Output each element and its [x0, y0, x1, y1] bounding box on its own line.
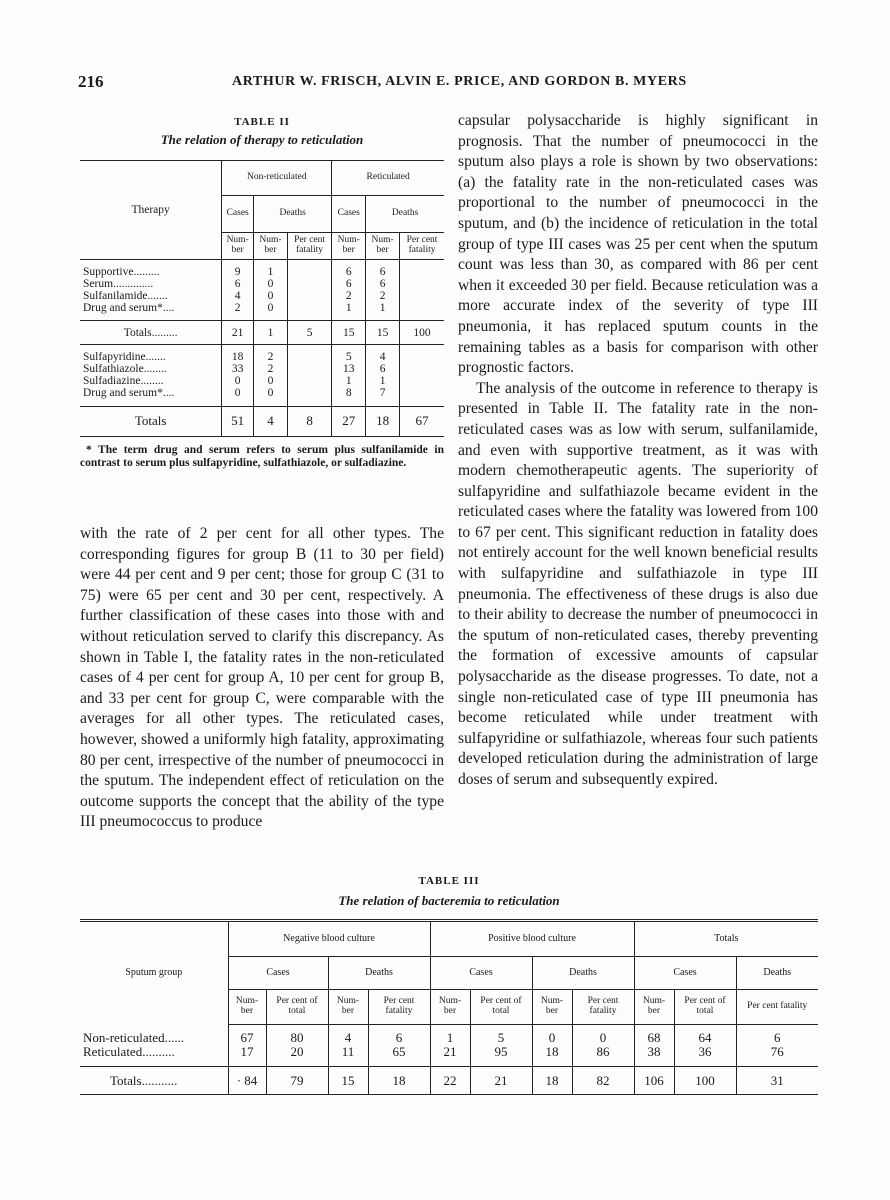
table-3-label: TABLE III — [418, 875, 480, 887]
table-2-nr-deaths-number-header: Num-ber — [254, 233, 288, 260]
paragraph: The analysis of the outcome in reference to therapy is presented in Table II. The fatality rate in the non-reticulated cases was as low with serum, sulfanilamide, and even with supportive treatment, as it was with modern chemotherapeutic agents. The superiority of sulfapyridine and sulfathiazole became evident in the reticulated cases where the fatality was lowered from 100 to 67 per cent. This significant reduction in fatality does not entirely account for the well known beneficial results with sulfapyridine and sulfathiazole in type III pneumonia. The effectiveness of these drugs is also due to their ability to decrease the number of pneumococci in the sputum of non-reticulated cases, thereby preventing the formation of excessive amounts of capsular polysaccharide as the disease progresses. To date, not a single non-reticulated case of type III pneumonia has become reticulated while under treatment with sulfapyridine or sulfathiazole, whereas four such patients developed reticulation during the administration of large doses of serum and subsequently expired. — [458, 379, 818, 788]
table-row: Serum.............. 6 0 6 6 — [80, 278, 444, 290]
table-2-r-pct-header: Per cent fatality — [400, 233, 444, 260]
table-3-number-header: Num-ber — [430, 990, 470, 1025]
right-column-text — [458, 111, 818, 791]
table-2-label: TABLE II — [234, 116, 290, 128]
table-3-pct-fatality-header: Per cent fatality — [368, 990, 430, 1025]
table-row: Sulfadiazine........ 0 0 1 1 — [80, 375, 444, 387]
table-3-title: The relation of bacteremia to reticulation — [338, 893, 560, 908]
table-3-number-header: Num-ber — [328, 990, 368, 1025]
table-3-block — [80, 875, 818, 1095]
table-3-neg-cases-header: Cases — [228, 957, 328, 990]
table-3-pos-cases-header: Cases — [430, 957, 532, 990]
table-row: Drug and serum*.... 0 0 8 7 — [80, 387, 444, 399]
table-3-sputum-header: Sputum group — [125, 967, 183, 978]
table-row: Reticulated.......... 17 20 11 65 21 95 18 86 38 36 76 — [80, 1045, 818, 1067]
table-2-block — [80, 116, 444, 470]
table-2-r-cases-header: Cases — [332, 196, 366, 233]
table-2-nr-cases-header: Cases — [222, 196, 254, 233]
table-3-pct-total-header: Per cent of total — [266, 990, 328, 1025]
paragraph: with the rate of 2 per cent for all other types. The corresponding figures for group B (11 to 30 per field) were 44 per cent and 9 per cent; those for group C (31 to 75) were 65 per cent and 30 per cent, respectively. A further classification of these cases into those with and without reticulation served to clarify this discrepancy. As shown in Table I, the fatality rates in the non-reticulated cases of 4 per cent for group A, 10 per cent for group B, and 33 per cent for group C, were comparable with the averages for all other types. The reticulated cases, however, showed a uniformly high fatality, approximating 80 per cent, irrespective of the number of pneumococci in the sputum. The independent effect of reticulation on the outcome supports the concept that the ability of the type III pneumococcus to produce — [80, 525, 444, 831]
table-row: Drug and serum*.... 2 0 1 1 — [80, 302, 444, 314]
paragraph: capsular polysaccharide is highly significant in prognosis. That the number of pneumococci in the sputum also plays a role is shown by two observations: (a) the fatality rate in the non-reticulated cases was proportional to the number of pneumococci in the sputum, and (b) the incidence of reticulation in the total group of type III cases was 25 per cent when the sputum count was less than 30, as compared with 86 per cent when it exceeded 30 per field. Because reticulation was a more accurate index of the severity of type III pneumonia, it has replaced sputum counts in the remaining tables as a basis for comparison with other prognostic factors. — [458, 112, 818, 377]
table-2-nr-pct-header: Per cent fatality — [287, 233, 331, 260]
table-3-pct-total-header: Per cent of total — [674, 990, 736, 1025]
table-3-tot-cases-header: Cases — [634, 957, 736, 990]
table-2-reticulated-header: Reticulated — [332, 161, 444, 196]
table-row-total: Totals........... · 84 79 15 18 22 21 18 82 106 100 31 — [80, 1067, 818, 1095]
table-2-footnote: * The term drug and serum refers to serum plus sulfanilamide in contrast to serum plus sulfapyridine, sulfathiazole, or sulfadiazine. — [80, 443, 444, 469]
table-2-therapy-header: Therapy — [131, 203, 170, 216]
table-2-nr-cases-number-header: Num-ber — [222, 233, 254, 260]
table-3-number-header: Num-ber — [228, 990, 266, 1025]
table-3-pct-total-header: Per cent of total — [470, 990, 532, 1025]
table-3-neg-deaths-header: Deaths — [328, 957, 430, 990]
table-2-nr-deaths-header: Deaths — [254, 196, 332, 233]
running-head: ARTHUR W. FRISCH, ALVIN E. PRICE, AND GORDON B. MYERS — [232, 74, 687, 89]
table-3-pos-deaths-header: Deaths — [532, 957, 634, 990]
table-2-r-deaths-header: Deaths — [366, 196, 444, 233]
table-3-tot-deaths-header: Deaths — [736, 957, 818, 990]
table-2-r-cases-number-header: Num-ber — [332, 233, 366, 260]
left-column-text — [80, 524, 444, 833]
table-2-title: The relation of therapy to reticulation — [160, 132, 364, 147]
table-3-pct-fatality-header: Per cent fatality — [572, 990, 634, 1025]
table-2-r-deaths-number-header: Num-ber — [366, 233, 400, 260]
table-3-number-header: Num-ber — [532, 990, 572, 1025]
table-row: Sulfathiazole........ 33 2 13 6 — [80, 363, 444, 375]
table-row: Non-reticulated...... 67 80 4 6 1 5 0 0 68 64 6 — [80, 1025, 818, 1045]
table-2-nonreticulated-header: Non-reticulated — [222, 161, 332, 196]
table-3-pct-fatality-header: Per cent fatality — [736, 990, 818, 1025]
table-2 — [80, 160, 444, 437]
table-3-negative-header: Negative blood culture — [228, 921, 430, 957]
table-row: Supportive......... 9 1 6 6 — [80, 266, 444, 278]
table-3-number-header: Num-ber — [634, 990, 674, 1025]
table-row-total: Totals 51 4 8 27 18 67 — [80, 406, 444, 436]
table-3-positive-header: Positive blood culture — [430, 921, 634, 957]
table-row: Sulfapyridine....... 18 2 5 4 — [80, 351, 444, 363]
table-3 — [80, 919, 818, 1095]
table-row-total: Totals......... 21 1 5 15 15 100 — [80, 321, 444, 345]
table-3-totals-header: Totals — [634, 921, 818, 957]
page-number: 216 — [78, 72, 104, 91]
table-row: Sulfanilamide....... 4 0 2 2 — [80, 290, 444, 302]
